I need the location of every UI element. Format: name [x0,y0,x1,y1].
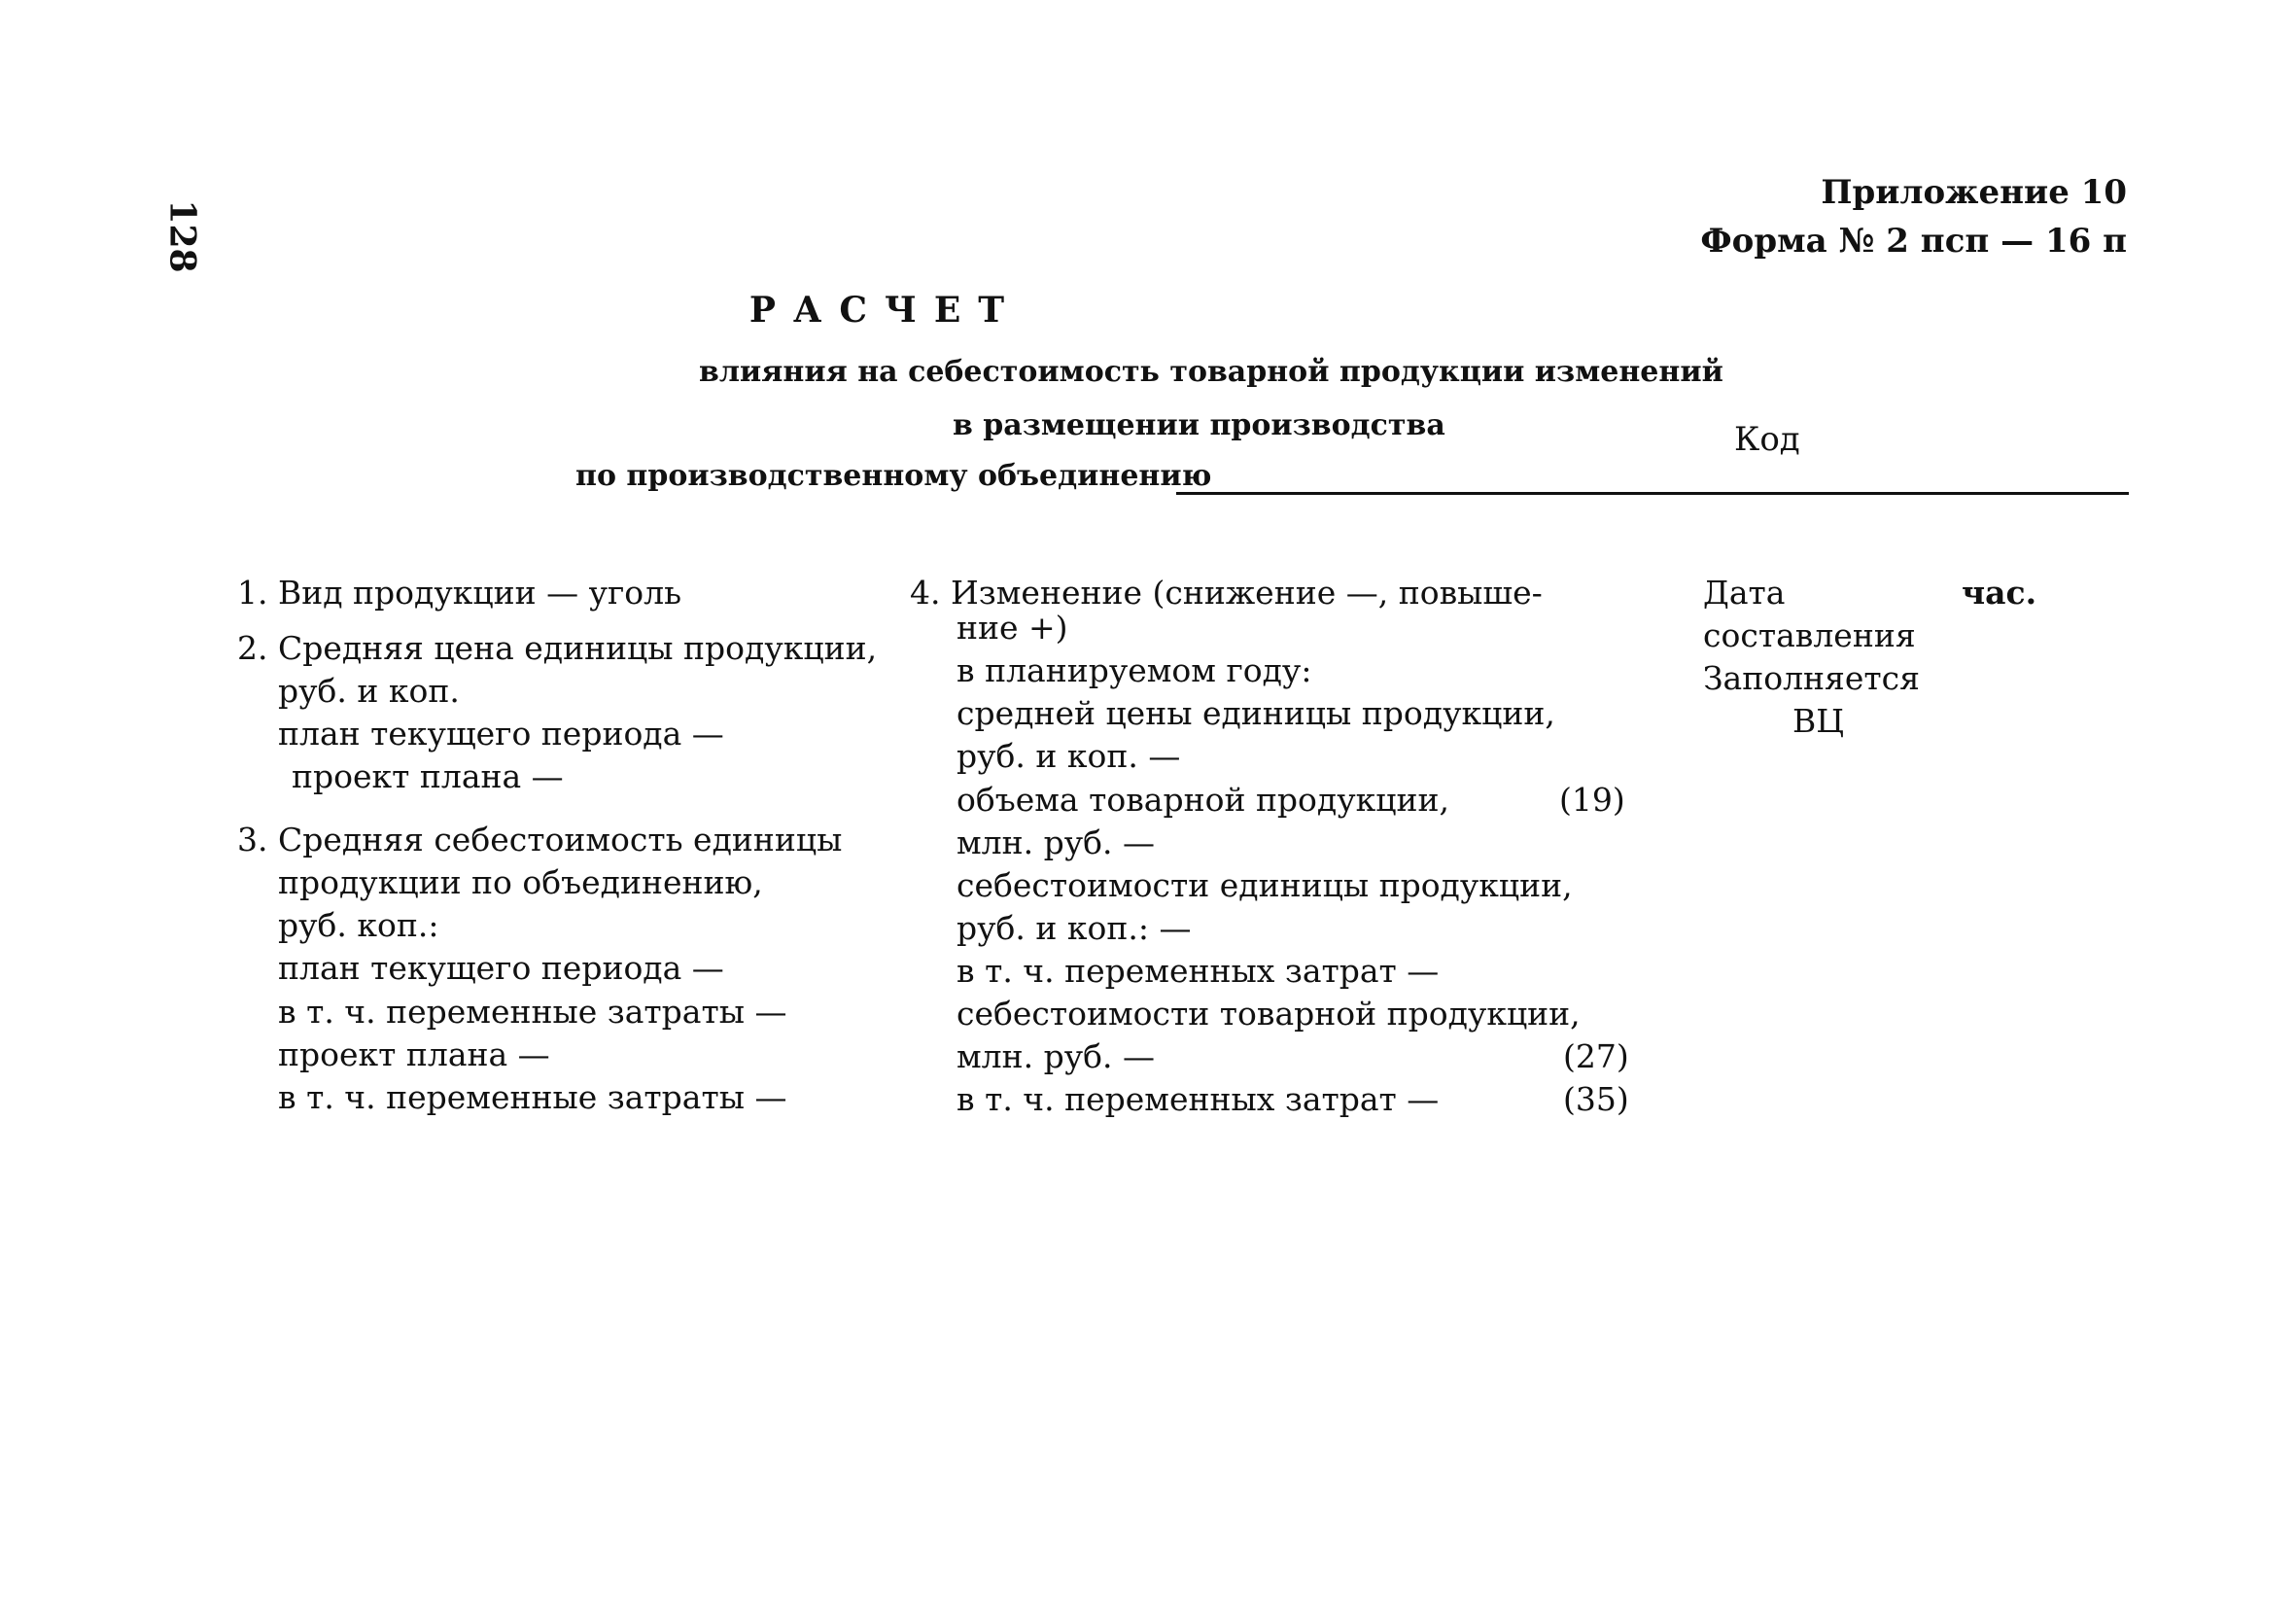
unit-cost-change: себестоимости единицы продукции, [957,866,1573,904]
volume-change: объема товарной продукции, [957,781,1449,819]
item-4-title-cont: ние +) [957,609,1068,647]
vc-label: ВЦ [1792,702,1845,740]
item-3-title: 3. Средняя себестоимость единицы [237,821,843,858]
price-change-unit: руб. и коп. — [957,737,1181,775]
code-label: Код [1734,420,1800,459]
volume-change-unit: млн. руб. — [957,823,1155,861]
appendix-label: Приложение 10 [1821,173,2127,212]
item-2-plan: план текущего периода — [278,715,724,753]
total-cost-variable: в т. ч. переменных затрат — [957,1080,1440,1118]
document-title: РАСЧЕТ [748,290,1023,331]
item-1: 1. Вид продукции — уголь [237,574,682,612]
item-2-project: проект плана — [292,757,564,795]
association-fill-line [1176,492,2129,495]
item-3-plan-variable: в т. ч. переменные затраты — [278,993,787,1031]
page-number: 128 [161,199,203,273]
item-3-project: проект плана — [278,1035,550,1073]
filled-by-label: Заполняется [1703,659,1920,697]
total-cost-variable-code: (35) [1563,1080,1629,1118]
item-2-unit: руб. и коп. [278,672,460,710]
form-number: Форма № 2 псп — 16 п [1700,222,2127,261]
unit-cost-variable: в т. ч. переменных затрат — [957,952,1440,990]
unit-cost-change-unit: руб. и коп.: — [957,909,1192,947]
item-3-unit: руб. коп.: [278,906,439,944]
subtitle-line-2: в размещении производства [953,408,1445,442]
price-change: средней цены единицы продукции, [957,694,1555,732]
hours-label: час. [1962,574,2037,612]
item-2-title: 2. Средняя цена единицы продукции, [237,629,878,667]
planned-year-label: в планируемом году: [957,651,1312,689]
association-label: по производственному объединению [575,459,1212,493]
item-4-title: 4. Изменение (снижение —, повыше- [910,574,1543,612]
subtitle-line-1: влияния на себестоимость товарной продукции изменений [699,355,1723,389]
total-cost-code: (27) [1563,1037,1629,1075]
item-3-plan: план текущего периода — [278,949,724,987]
total-cost-change: себестоимости товарной продукции, [957,995,1581,1033]
item-3-line2: продукции по объединению, [278,863,763,901]
total-cost-change-unit: млн. руб. — [957,1037,1155,1075]
date-label: Дата [1703,574,1786,612]
compiled-label: составления [1703,616,1916,654]
volume-code: (19) [1559,781,1625,819]
item-3-project-variable: в т. ч. переменные затраты — [278,1078,787,1116]
